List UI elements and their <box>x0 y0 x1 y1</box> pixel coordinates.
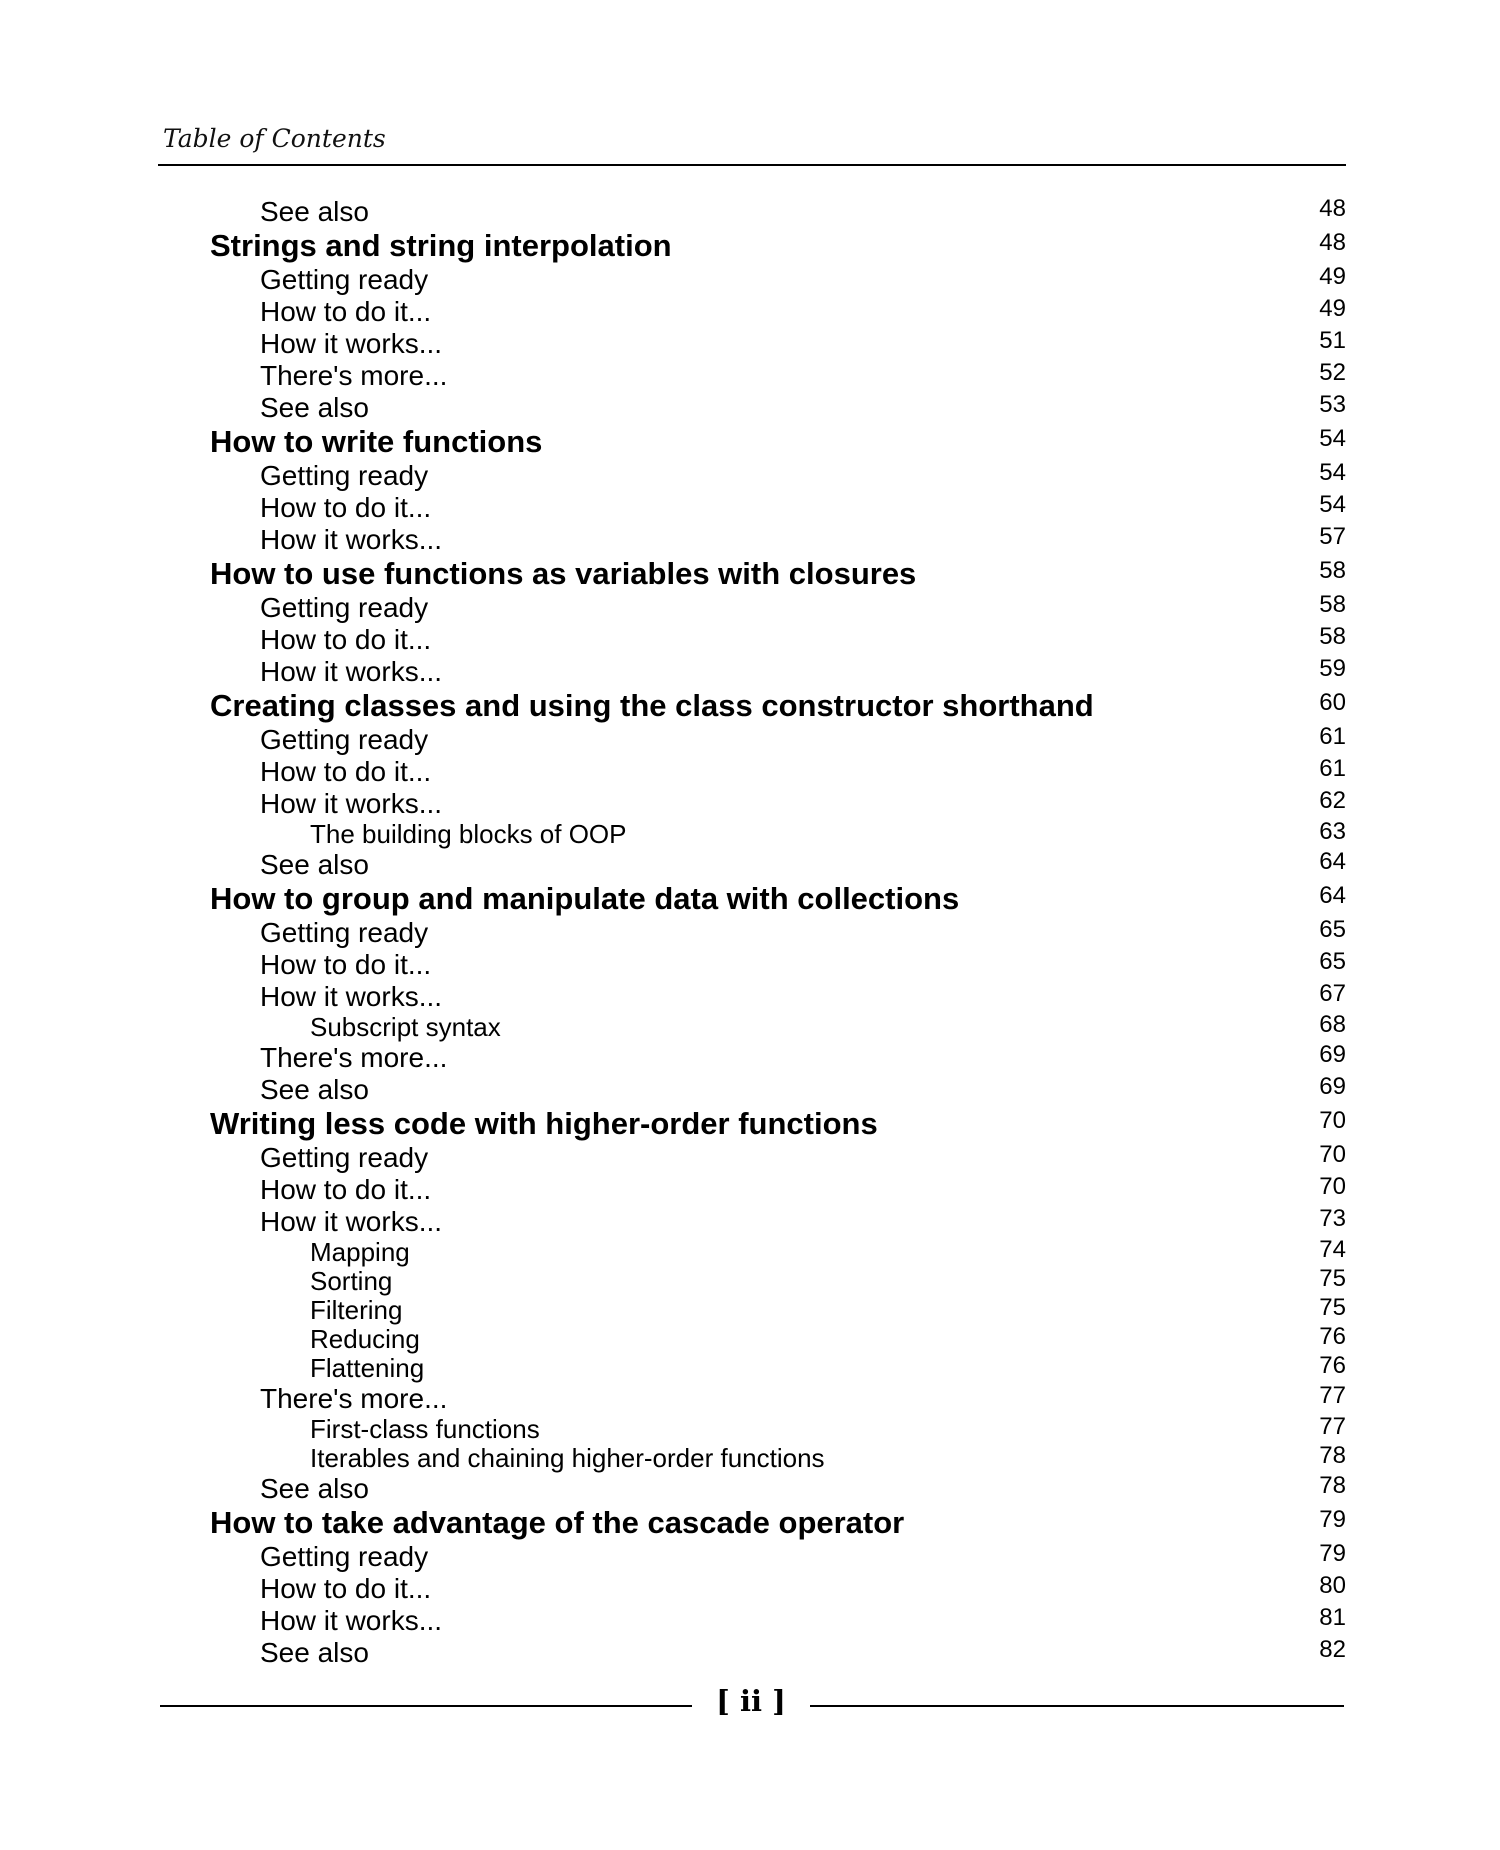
toc-section[interactable] <box>160 1106 1346 1142</box>
toc-entry-page-number: 79 <box>1319 1506 1346 1533</box>
toc-subsection[interactable] <box>160 949 1346 981</box>
toc-subsection[interactable] <box>160 264 1346 296</box>
toc-entry-page-number: 58 <box>1319 623 1346 650</box>
toc-entry-label: How to do it... <box>260 949 432 980</box>
footer-rule-right <box>810 1705 1344 1707</box>
toc-entry-page-number: 59 <box>1319 655 1346 682</box>
toc-entry-page-number: 80 <box>1319 1572 1346 1599</box>
toc-subsection[interactable] <box>160 360 1346 392</box>
toc-entry-label: Getting ready <box>260 724 429 755</box>
toc-entry-page-number: 76 <box>1319 1323 1346 1350</box>
toc-entry-page-number: 49 <box>1319 263 1346 290</box>
toc-entry-page-number: 75 <box>1319 1294 1346 1321</box>
toc-subsection[interactable] <box>160 724 1346 756</box>
running-header-title: Table of Contents <box>163 124 386 153</box>
toc-entry-label: See also <box>260 1074 369 1105</box>
toc-subsection[interactable] <box>160 1074 1346 1106</box>
toc-entry-label: There's more... <box>260 1042 448 1073</box>
toc-entry-label: How to do it... <box>260 624 432 655</box>
toc-section[interactable] <box>160 228 1346 264</box>
toc-entry-page-number: 52 <box>1319 359 1346 386</box>
toc-entry-page-number: 69 <box>1319 1041 1346 1068</box>
toc-entry-label: See also <box>260 392 369 423</box>
toc-entry-label: Reducing <box>310 1324 420 1354</box>
toc-subsection[interactable] <box>160 1206 1346 1238</box>
table-of-contents <box>160 196 1346 1669</box>
toc-entry-label: How it works... <box>260 328 443 359</box>
toc-entry-label: See also <box>260 1473 369 1504</box>
toc-subsection[interactable] <box>160 849 1346 881</box>
toc-entry-page-number: 54 <box>1319 459 1346 486</box>
toc-entry-label: How to do it... <box>260 1174 432 1205</box>
toc-entry-page-number: 81 <box>1319 1604 1346 1631</box>
toc-entry-page-number: 79 <box>1319 1540 1346 1567</box>
toc-entry-label: How it works... <box>260 656 443 687</box>
toc-entry-page-number: 54 <box>1319 425 1346 452</box>
toc-entry-page-number: 74 <box>1319 1236 1346 1263</box>
toc-subsection[interactable] <box>160 656 1346 688</box>
toc-entry-label: How to use functions as variables with closures <box>210 556 917 591</box>
toc-subsection[interactable] <box>160 1573 1346 1605</box>
toc-entry-page-number: 54 <box>1319 491 1346 518</box>
toc-entry-label: How to do it... <box>260 756 432 787</box>
toc-entry-label: See also <box>260 849 369 880</box>
toc-entry-label: First-class functions <box>310 1414 540 1444</box>
toc-entry-page-number: 75 <box>1319 1265 1346 1292</box>
toc-subsection[interactable] <box>160 981 1346 1013</box>
toc-entry-label: Getting ready <box>260 264 429 295</box>
toc-subsubsection[interactable] <box>160 1325 1346 1354</box>
toc-subsection[interactable] <box>160 196 1346 228</box>
toc-entry-page-number: 61 <box>1319 755 1346 782</box>
toc-entry-page-number: 68 <box>1319 1011 1346 1038</box>
toc-subsubsection[interactable] <box>160 1354 1346 1383</box>
toc-entry-label: See also <box>260 196 369 227</box>
toc-entry-page-number: 76 <box>1319 1352 1346 1379</box>
toc-entry-page-number: 57 <box>1319 523 1346 550</box>
toc-subsection[interactable] <box>160 592 1346 624</box>
toc-subsection[interactable] <box>160 1541 1346 1573</box>
toc-entry-label: Sorting <box>310 1266 393 1296</box>
toc-entry-page-number: 58 <box>1319 557 1346 584</box>
toc-entry-page-number: 77 <box>1319 1382 1346 1409</box>
toc-entry-label: How to do it... <box>260 492 432 523</box>
toc-entry-page-number: 73 <box>1319 1205 1346 1232</box>
toc-subsection[interactable] <box>160 1383 1346 1415</box>
toc-subsection[interactable] <box>160 1637 1346 1669</box>
toc-entry-page-number: 78 <box>1319 1472 1346 1499</box>
toc-subsection[interactable] <box>160 328 1346 360</box>
toc-subsection[interactable] <box>160 1174 1346 1206</box>
toc-subsection[interactable] <box>160 624 1346 656</box>
toc-entry-label: There's more... <box>260 360 448 391</box>
toc-entry-page-number: 62 <box>1319 787 1346 814</box>
toc-entry-label: See also <box>260 1637 369 1668</box>
header-rule <box>158 164 1346 166</box>
toc-entry-label: Getting ready <box>260 917 429 948</box>
toc-entry-label: How it works... <box>260 524 443 555</box>
toc-subsection[interactable] <box>160 917 1346 949</box>
toc-entry-label: Writing less code with higher-order functions <box>210 1106 878 1141</box>
toc-entry-label: How to do it... <box>260 1573 432 1604</box>
toc-subsection[interactable] <box>160 492 1346 524</box>
toc-subsection[interactable] <box>160 460 1346 492</box>
toc-entry-label: How it works... <box>260 788 443 819</box>
toc-section[interactable] <box>160 1505 1346 1541</box>
toc-section[interactable] <box>160 881 1346 917</box>
toc-subsection[interactable] <box>160 1142 1346 1174</box>
toc-entry-label: How it works... <box>260 981 443 1012</box>
toc-entry-label: Filtering <box>310 1295 403 1325</box>
toc-subsection[interactable] <box>160 1473 1346 1505</box>
toc-entry-label: How to take advantage of the cascade operator <box>210 1505 905 1540</box>
toc-entry-label: There's more... <box>260 1383 448 1414</box>
toc-section[interactable] <box>160 556 1346 592</box>
toc-subsection[interactable] <box>160 1042 1346 1074</box>
toc-entry-label: Iterables and chaining higher-order functions <box>310 1443 825 1473</box>
toc-entry-page-number: 70 <box>1319 1173 1346 1200</box>
toc-subsection[interactable] <box>160 392 1346 424</box>
toc-entry-page-number: 70 <box>1319 1141 1346 1168</box>
toc-entry-page-number: 48 <box>1319 229 1346 256</box>
toc-entry-page-number: 60 <box>1319 689 1346 716</box>
toc-entry-label: Getting ready <box>260 592 429 623</box>
toc-subsubsection[interactable] <box>160 1296 1346 1325</box>
toc-entry-label: How it works... <box>260 1605 443 1636</box>
toc-entry-label: How to write functions <box>210 424 543 459</box>
toc-entry-page-number: 70 <box>1319 1107 1346 1134</box>
toc-entry-label: Mapping <box>310 1237 410 1267</box>
page-number: [ ii ] <box>716 1684 786 1718</box>
toc-entry-label: Getting ready <box>260 1541 429 1572</box>
toc-entry-page-number: 61 <box>1319 723 1346 750</box>
toc-entry-page-number: 82 <box>1319 1636 1346 1663</box>
toc-entry-page-number: 49 <box>1319 295 1346 322</box>
toc-subsubsection[interactable] <box>160 1415 1346 1444</box>
toc-entry-page-number: 53 <box>1319 391 1346 418</box>
toc-entry-label: Subscript syntax <box>310 1012 501 1042</box>
toc-entry-page-number: 67 <box>1319 980 1346 1007</box>
toc-entry-page-number: 78 <box>1319 1442 1346 1469</box>
toc-entry-label: Creating classes and using the class constructor shorthand <box>210 688 1094 723</box>
toc-entry-label: Flattening <box>310 1353 425 1383</box>
toc-entry-page-number: 65 <box>1319 916 1346 943</box>
toc-entry-label: Getting ready <box>260 1142 429 1173</box>
footer-rule-left <box>160 1705 692 1707</box>
toc-subsection[interactable] <box>160 1605 1346 1637</box>
toc-entry-label: Strings and string interpolation <box>210 228 672 263</box>
toc-entry-page-number: 51 <box>1319 327 1346 354</box>
toc-entry-page-number: 64 <box>1319 882 1346 909</box>
toc-subsubsection[interactable] <box>160 1267 1346 1296</box>
toc-entry-label: Getting ready <box>260 460 429 491</box>
toc-section[interactable] <box>160 688 1346 724</box>
toc-subsection[interactable] <box>160 788 1346 820</box>
toc-entry-page-number: 65 <box>1319 948 1346 975</box>
toc-subsubsection[interactable] <box>160 1444 1346 1473</box>
toc-entry-label: How to group and manipulate data with collections <box>210 881 960 916</box>
toc-subsection[interactable] <box>160 296 1346 328</box>
toc-subsection[interactable] <box>160 524 1346 556</box>
toc-entry-page-number: 63 <box>1319 818 1346 845</box>
toc-entry-page-number: 58 <box>1319 591 1346 618</box>
toc-subsubsection[interactable] <box>160 820 1346 849</box>
toc-subsubsection[interactable] <box>160 1238 1346 1267</box>
toc-entry-label: How to do it... <box>260 296 432 327</box>
toc-entry-label: The building blocks of OOP <box>310 819 627 849</box>
toc-subsection[interactable] <box>160 756 1346 788</box>
toc-entry-label: How it works... <box>260 1206 443 1237</box>
toc-entry-page-number: 69 <box>1319 1073 1346 1100</box>
toc-subsubsection[interactable] <box>160 1013 1346 1042</box>
toc-section[interactable] <box>160 424 1346 460</box>
toc-entry-page-number: 77 <box>1319 1413 1346 1440</box>
toc-entry-page-number: 48 <box>1319 195 1346 222</box>
toc-entry-page-number: 64 <box>1319 848 1346 875</box>
